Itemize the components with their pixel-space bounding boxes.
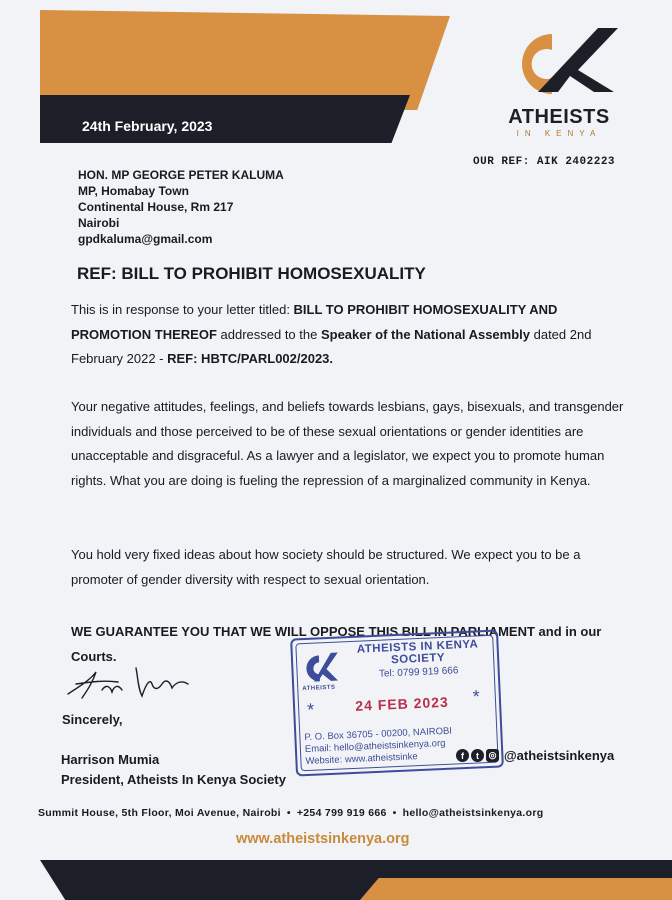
- p1-text-e: dated 2nd February 2022 -: [71, 326, 592, 366]
- p1-speaker: Speaker of the National Assembly: [320, 326, 530, 342]
- logo-name: ATHEISTS: [508, 106, 610, 128]
- recipient-city: Nairobi: [78, 216, 120, 230]
- facebook-icon[interactable]: f: [456, 749, 469, 762]
- paragraph-response: [71, 298, 631, 372]
- our-reference: OUR REF: AIK 2402223: [473, 156, 616, 168]
- footer-email[interactable]: hello@atheistsinkenya.org: [402, 807, 544, 819]
- p1-reference: REF: HBTC/PARL002/2023.: [167, 351, 334, 366]
- paragraph-expectation: You hold very fixed ideas about how society should be structured. We expect you to be a promoter of gender diversity with respect to sexual orientation.: [71, 547, 581, 587]
- footer-address: Summit House, 5th Floor, Moi Avenue, Nairobi: [38, 807, 281, 819]
- signer-name: Harrison Mumia: [61, 752, 160, 767]
- stamp-star-left: *: [306, 699, 315, 720]
- footer-orange-band: [360, 878, 672, 900]
- paragraph-attitudes: Your negative attitudes, feelings, and beliefs towards lesbians, gays, bisexuals, and transgender individuals and those perceived to be of these sexual orientations or gender identities are unacceptable and disgraceful. As a lawyer and a legislator, we expect you to promote human rights. What you are doing is fueling the repression of a marginalized community in Kenya.: [71, 399, 624, 488]
- instagram-icon[interactable]: ◎: [486, 749, 499, 762]
- stamp-star-right: *: [472, 686, 481, 707]
- recipient-name: HON. MP GEORGE PETER KALUMA: [78, 168, 284, 182]
- stamp-date: 24 FEB 2023: [354, 693, 450, 714]
- recipient-address: [78, 167, 284, 247]
- twitter-icon[interactable]: t: [471, 749, 484, 762]
- footer-separator: •: [392, 807, 397, 819]
- recipient-title: MP, Homabay Town: [78, 184, 189, 198]
- stamp-po-box: P. O. Box 36705 - 00200, NAIROBI: [304, 725, 453, 744]
- ak-mark-icon: [498, 24, 620, 106]
- p4-guarantee-text: WE GUARANTEE YOU THAT WE WILL OPPOSE THIS BILL IN PARLIAMENT: [71, 624, 535, 639]
- letter-subject: REF: BILL TO PROHIBIT HOMOSEXUALITY: [77, 264, 426, 283]
- stamp-website: Website: www.atheistsinke: [305, 751, 418, 768]
- recipient-email: gpdkaluma@gmail.com: [78, 232, 213, 246]
- stamp-logo-text: ATHEISTS: [302, 684, 336, 693]
- logo-subtitle: IN KENYA: [516, 129, 602, 138]
- p1-text-a: This is in response to your letter titled:: [71, 302, 294, 317]
- stamp-logo-icon: [301, 650, 340, 686]
- signer-title: President, Atheists In Kenya Society: [61, 772, 286, 787]
- social-media: [456, 748, 614, 763]
- recipient-office: Continental House, Rm 217: [78, 200, 234, 214]
- footer-separator: •: [286, 807, 291, 819]
- footer-phone: +254 799 919 666: [296, 807, 387, 819]
- footer-contact: [38, 807, 543, 819]
- closing-sincerely: Sincerely,: [62, 712, 123, 727]
- stamp-telephone: Tel: 0799 919 666: [378, 665, 459, 680]
- social-handle: @atheistsinkenya: [504, 748, 615, 763]
- p1-text-c: addressed to the: [216, 326, 321, 342]
- p4-courts-text: and in our Courts.: [71, 624, 602, 664]
- stamp-email: Email: hello@atheistsinkenya.org: [304, 737, 446, 756]
- p1-bill-title: BILL TO PROHIBIT HOMOSEXUALITY AND PROMOTION THEREOF: [71, 302, 558, 342]
- letter-date: 24th February, 2023: [82, 118, 213, 134]
- handwritten-signature: [66, 660, 196, 711]
- footer-website[interactable]: www.atheistsinkenya.org: [236, 831, 410, 847]
- stamp-title: ATHEISTS IN KENYA SOCIETY: [356, 638, 479, 667]
- atheists-in-kenya-logo: [498, 24, 620, 142]
